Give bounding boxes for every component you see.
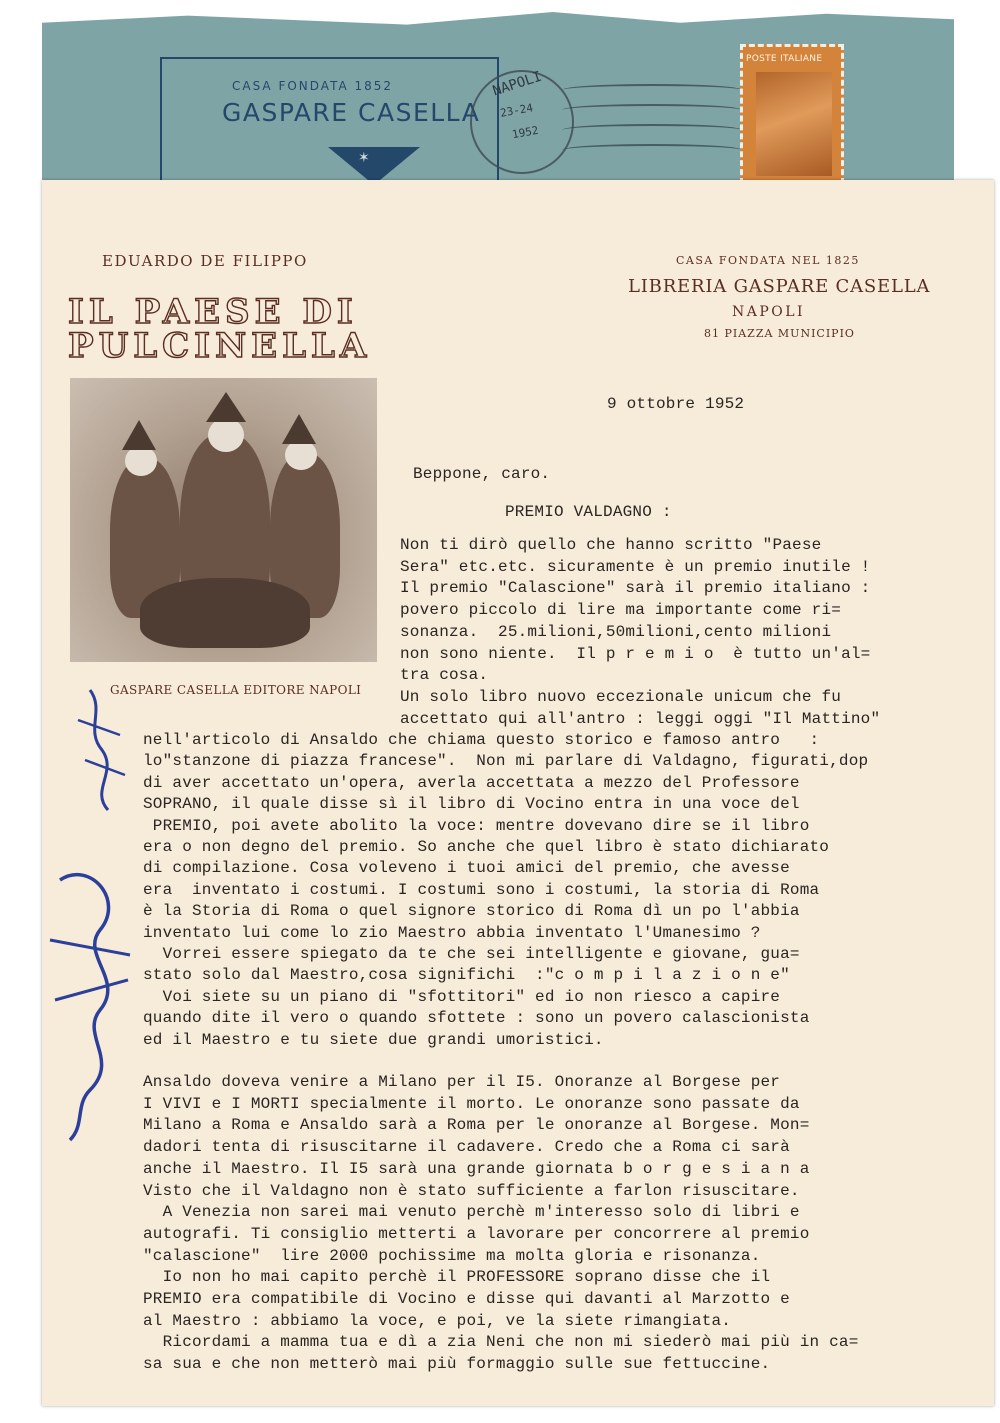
envelope-sender-name: GASPARE CASELLA <box>222 98 481 127</box>
letter-line: stato solo dal Maestro,cosa significhi :"c o m p i l a z i o n e" <box>143 966 790 985</box>
figure-hat <box>122 420 156 450</box>
figure-hat <box>206 392 246 422</box>
star-icon: ✶ <box>358 150 370 166</box>
letter-line: di compilazione. Cosa voleveno i tuoi amici del premio, che avesse <box>143 859 790 878</box>
letter-line: al Maestro : abbiamo la voce, e poi, ve la siete rimangiata. <box>143 1311 732 1330</box>
figure-head <box>125 446 157 476</box>
book-title-line2: PULCINELLA <box>68 326 372 366</box>
letter-line: autografi. Ti consiglio metterti a lavorare per concorrere al premio <box>143 1224 810 1243</box>
figure-head <box>208 418 244 452</box>
figure-hat <box>282 414 316 444</box>
letter-line: Ansaldo doveva venire a Milano per il I5. Onoranze al Borgese per <box>143 1073 781 1091</box>
letter-line: povero piccolo di lire ma importante come ri= <box>400 601 842 620</box>
letter-line: dadori tenta di risuscitarne il cadavere. Credo che a Roma ci sarà <box>143 1138 790 1157</box>
letterhead-city: NAPOLI <box>732 304 806 320</box>
pulcinella-sculpture-photo <box>70 378 377 662</box>
letter-line: ed il Maestro e tu siete due grandi umoristici. <box>143 1030 604 1049</box>
postmark-date: 23-24 <box>499 101 535 120</box>
letterhead-author: EDUARDO DE FILIPPO <box>102 252 308 270</box>
envelope-founded-text: CASA FONDATA 1852 <box>232 79 394 93</box>
letterhead-address: 81 PIAZZA MUNICIPIO <box>704 327 855 340</box>
letter-line: Sera" etc.etc. sicuramente è un premio inutile ! <box>400 557 871 576</box>
book-title-line1: IL PAESE DI <box>68 292 358 332</box>
postmark-cancel-line <box>562 84 742 96</box>
stamp-artwork <box>756 72 832 176</box>
letter-line: sa sua e che non metterò mai più formaggio sulle sue fettuccine. <box>143 1355 771 1374</box>
letterhead-shop-name: LIBRERIA GASPARE CASELLA <box>628 276 931 297</box>
letter-line: SOPRANO, il quale disse sì il libro di Vocino entra in una voce del <box>143 795 800 814</box>
letter-line: A Venezia non sarei mai venuto perchè m'interesso solo di libri e <box>143 1203 800 1222</box>
photo-caption: GASPARE CASELLA EDITORE NAPOLI <box>110 683 362 697</box>
letter-line: Un solo libro nuovo eccezionale unicum che fu <box>400 687 842 706</box>
letter-line: di aver accettato un'opera, averla accettata a mezzo del Professore <box>143 773 800 792</box>
letter-line: sonanza. 25.milioni,50milioni,cento milioni <box>400 622 832 641</box>
letter-line: era inventato i costumi. I costumi sono i costumi, la storia di Roma <box>143 880 820 899</box>
letter-date: 9 ottobre 1952 <box>607 395 745 413</box>
letter-line: "calascione" lire 2000 pochissime ma molta gloria e risonanza. <box>143 1246 761 1265</box>
letter-line: Io non ho mai capito perchè il PROFESSORE soprano disse che il <box>143 1268 771 1287</box>
letter-line: è la Storia di Roma o quel signore storico di Roma dì un po l'abbia <box>143 902 800 921</box>
handwritten-signature <box>30 680 150 1150</box>
sculpture-base <box>140 578 310 648</box>
letter-line: inventato lui come lo zio Maestro abbia inventato l'Umanesimo ? <box>143 923 761 942</box>
letter-line: Non ti dirò quello che hanno scritto "Paese <box>400 536 822 554</box>
postmark-city: NAPOLI <box>490 68 544 100</box>
letter-salutation: Beppone, caro. <box>413 465 551 483</box>
letter-line: Visto che il Valdagno non è stato sufficiente a farlon risuscitare. <box>143 1181 800 1200</box>
figure-head <box>285 440 317 470</box>
letter-line: nell'articolo di Ansaldo che chiama questo storico e famoso antro : <box>143 731 820 749</box>
stamp-label: POSTE ITALIANE <box>746 54 823 64</box>
letter-line: era o non degno del premio. So anche che quel libro è stato dichiarato <box>143 838 830 856</box>
letter-line: quando dite il vero o quando sfottete : sono un povero calascionista <box>143 1009 810 1028</box>
letter-line: tra cosa. <box>400 666 489 685</box>
postmark-cancel-line <box>562 144 742 156</box>
letter-line: accettato qui all'antro : leggi oggi "Il Mattino" <box>400 709 881 728</box>
letter-line: PREMIO, poi avete abolito la voce: mentre dovevano dire se il libro <box>143 816 810 835</box>
letter-line: Il premio "Calascione" sarà il premio italiano : <box>400 579 871 598</box>
letter-line: anche il Maestro. Il I5 sarà una grande giornata b o r g e s i a n a <box>143 1159 810 1178</box>
letter-line: Ricordami a mamma tua e dì a zia Neni che non mi siederò mai più in ca= <box>143 1333 859 1352</box>
letter-line: Voi siete su un piano di "sfottitori" ed io non riesco a capire <box>143 987 781 1006</box>
postmark-year: 1952 <box>511 123 540 142</box>
letter-line: lo"stanzone di piazza francese". Non mi parlare di Valdagno, figurati,dop <box>143 752 869 771</box>
letter-line: non sono niente. Il p r e m i o è tutto un'al= <box>400 644 871 663</box>
letterhead-founded: CASA FONDATA NEL 1825 <box>676 254 860 267</box>
letter-line: PREMIO era compatibile di Vocino e disse qui davanti al Marzotto e <box>143 1290 790 1308</box>
letter-line: Vorrei essere spiegato da te che sei intelligente e giovane, gua= <box>143 945 800 963</box>
letter-line: I VIVI e I MORTI specialmente il morto. Le onoranze sono passate da <box>143 1094 800 1113</box>
letter-subject: PREMIO VALDAGNO : <box>505 503 672 521</box>
letter-line: Milano a Roma e Ansaldo sarà a Roma per le onoranze al Borgese. Mon= <box>143 1116 810 1135</box>
postmark-cancel-line <box>562 104 742 116</box>
postmark-cancel-line <box>562 124 742 136</box>
